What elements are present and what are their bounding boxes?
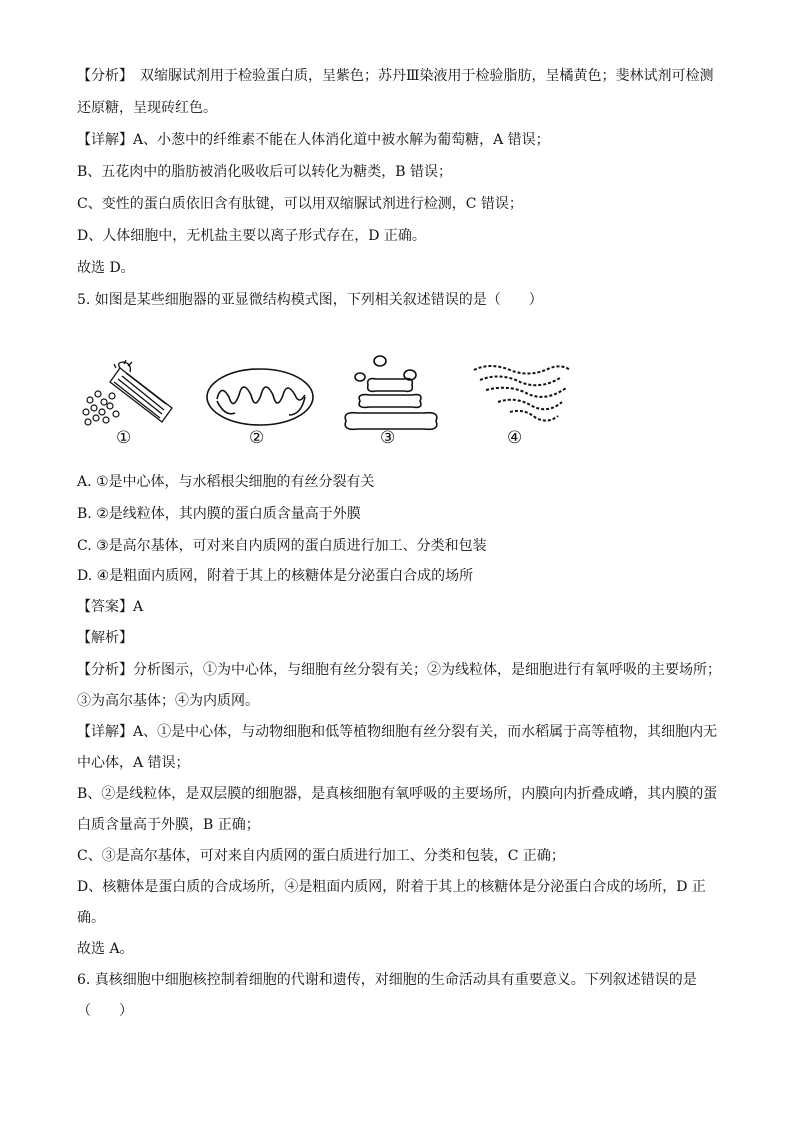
figure-label-2: ② <box>249 428 265 448</box>
analysis-line-1: 【分析】分析图示，①为中心体，与细胞有丝分裂有关；②为线粒体，是细胞进行有氧呼吸的主要场所； <box>77 662 721 678</box>
figure-label-1: ① <box>116 428 132 448</box>
analysis-line-7: C、③是高尔基体，可对来自内质网的蛋白质进行加工、分类和包装，C 正确； <box>77 848 565 864</box>
analysis-heading: 【解析】 <box>77 630 133 646</box>
analysis-line-5: B、②是线粒体，是双层膜的细胞器，是真核细胞有氧呼吸的主要场所，内膜向内折叠成嵴，其内膜的蛋 <box>77 786 718 802</box>
line-4: B、五花肉中的脂肪被消化吸收后可以转化为糖类，B 错误； <box>77 164 453 180</box>
answer: 【答案】A <box>77 599 144 615</box>
question-6: 6. 真核细胞中细胞核控制着细胞的代谢和遗传，对细胞的生命活动具有重要意义。下列叙述错误的是 <box>77 972 697 988</box>
analysis-line-9: 确。 <box>77 910 105 926</box>
analysis-line-2: ③为高尔基体；④为内质网。 <box>77 693 259 709</box>
analysis-line-3: 【详解】A、①是中心体，与动物细胞和低等植物细胞有丝分裂有关，而水稻属于高等植物，其细胞内无 <box>77 724 718 740</box>
centrosome-drawing <box>83 360 172 425</box>
line-6: D、人体细胞中，无机盐主要以离子形式存在，D 正确。 <box>77 228 426 244</box>
option-d: D. ④是粗面内质网，附着于其上的核糖体是分泌蛋白合成的场所 <box>77 568 474 584</box>
figure-label-3: ③ <box>380 428 396 448</box>
option-c: C. ③是高尔基体，可对来自内质网的蛋白质进行加工、分类和包装 <box>77 538 487 554</box>
question-6-bracket: （ ） <box>77 1003 133 1019</box>
golgi-drawing <box>345 356 437 429</box>
rough-er-drawing <box>474 366 570 421</box>
analysis-line-6: 白质含量高于外膜，B 正确； <box>77 817 260 833</box>
line-3: 【详解】A、小葱中的纤维素不能在人体消化道中被水解为葡萄糖，A 错误； <box>77 132 550 148</box>
option-a: A. ①是中心体，与水稻根尖细胞的有丝分裂有关 <box>77 474 375 490</box>
line-2: 还原糖，呈现砖红色。 <box>77 100 217 116</box>
option-b: B. ②是线粒体，其内膜的蛋白质含量高于外膜 <box>77 506 361 522</box>
analysis-line-10: 故选 A。 <box>77 941 134 957</box>
question-5: 5. 如图是某些细胞器的亚显微结构模式图，下列相关叙述错误的是（ ） <box>77 292 543 308</box>
figure-label-4: ④ <box>507 428 523 448</box>
analysis-line-8: D、核糖体是蛋白质的合成场所，④是粗面内质网，附着于其上的核糖体是分泌蛋白合成的场所，D 正 <box>77 879 706 895</box>
analysis-line-4: 中心体，A 错误； <box>77 755 190 771</box>
line-7: 故选 D。 <box>77 260 135 276</box>
line-1: 【分析】 双缩脲试剂用于检验蛋白质，呈紫色；苏丹Ⅲ染液用于检验脂肪，呈橘黄色；斐林试剂可检测 <box>77 68 714 84</box>
line-5: C、变性的蛋白质依旧含有肽键，可以用双缩脲试剂进行检测，C 错误； <box>77 196 523 212</box>
mitochondrion-drawing <box>207 369 313 425</box>
